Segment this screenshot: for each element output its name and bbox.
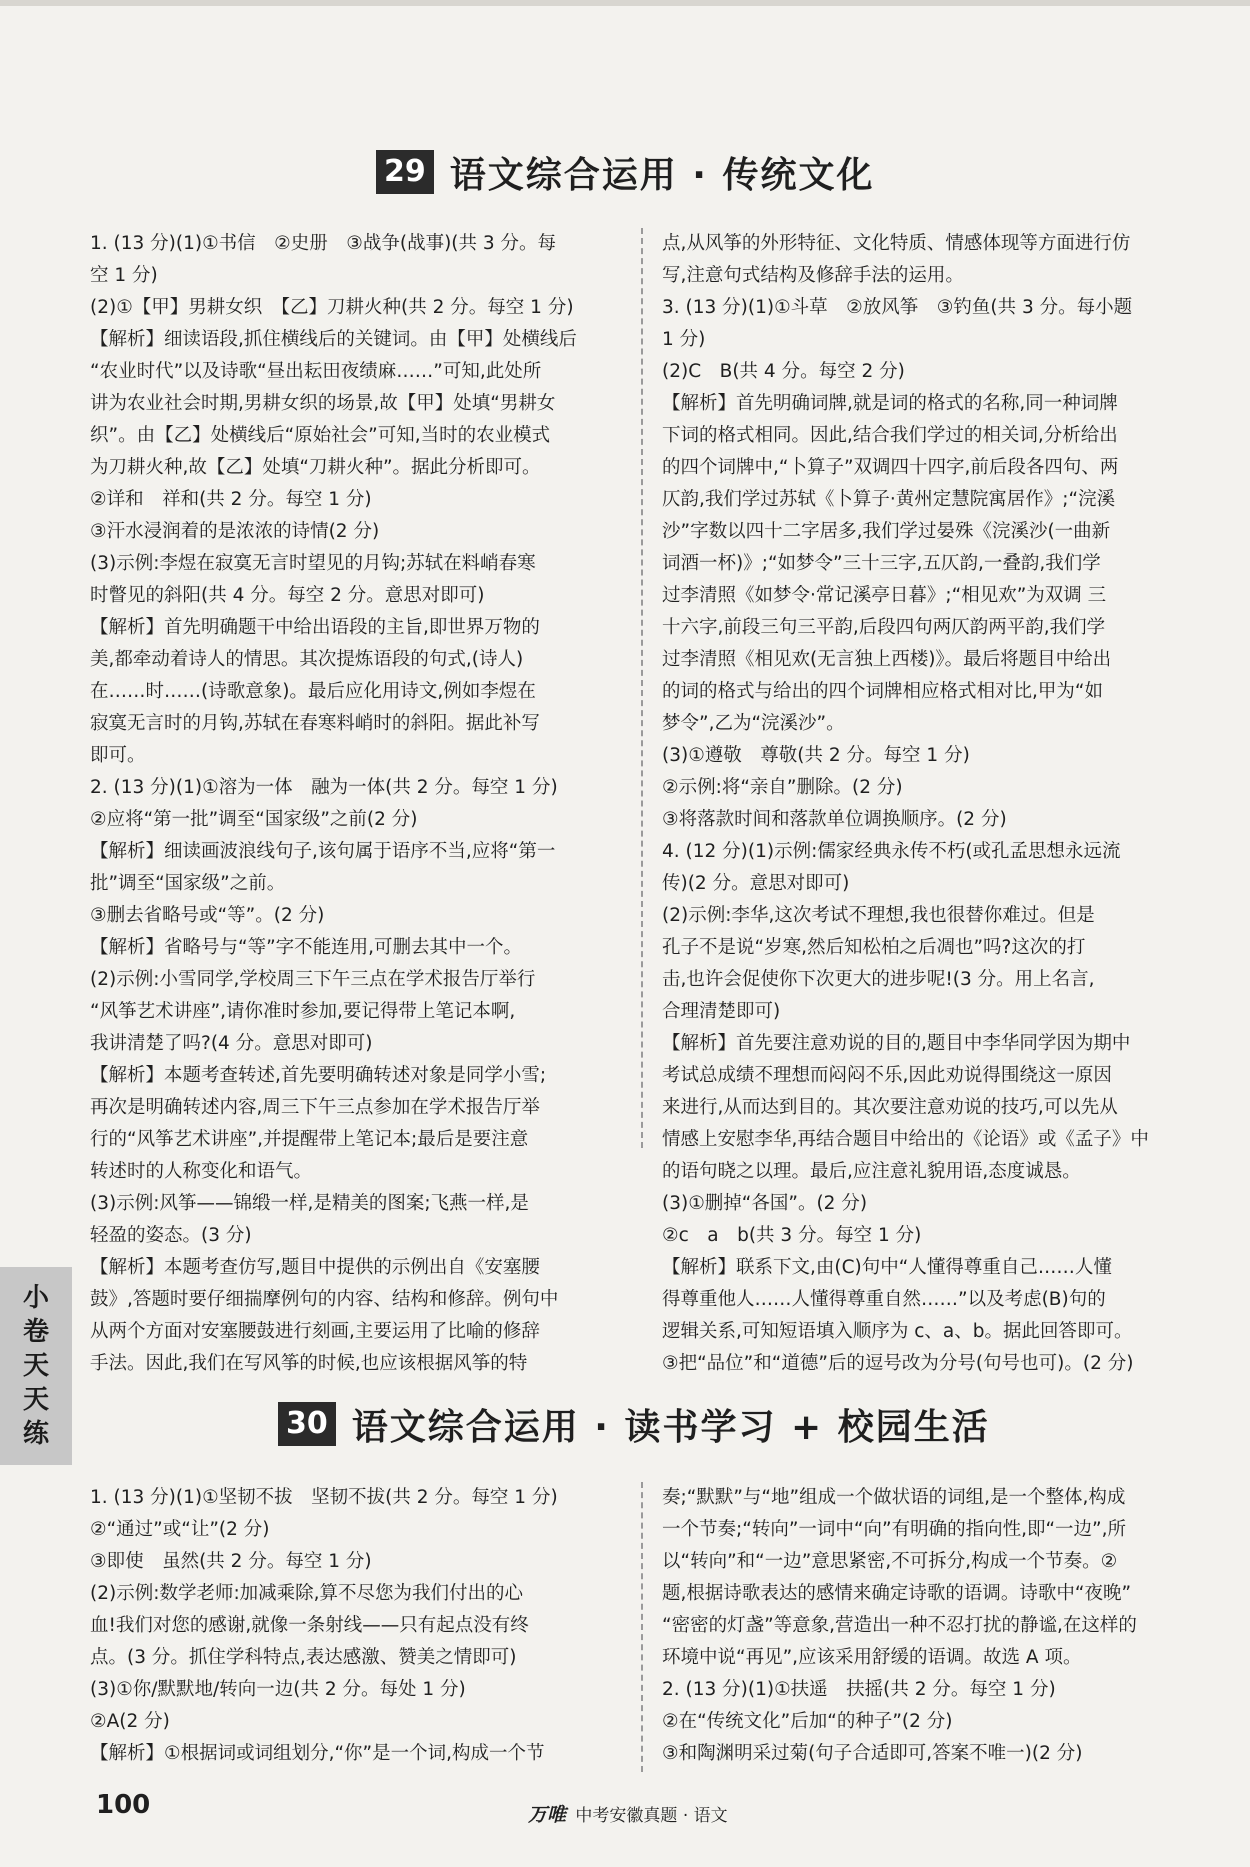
answer-line: 逻辑关系,可知短语填入顺序为 c、a、b。据此回答即可。 [662, 1321, 1133, 1342]
answer-line: ③即使 虽然(共 2 分。每空 1 分) [90, 1551, 372, 1572]
answer-line: 梦令”,乙为“浣溪沙”。 [662, 713, 845, 734]
answer-line: ②详和 祥和(共 2 分。每空 1 分) [90, 489, 372, 510]
section-30-right-column [662, 1482, 1190, 1770]
answer-line: (3)①遵敬 尊敬(共 2 分。每空 1 分) [662, 745, 970, 766]
answer-line: (2)示例:小雪同学,学校周三下午三点在学术报告厅举行 [90, 969, 536, 990]
answer-line: 寂寞无言时的月钩,苏轼在春寒料峭时的斜阳。据此补写 [90, 713, 540, 734]
answer-line: 沙”字数以四十二字居多,我们学过晏殊《浣溪沙(一曲新 [662, 521, 1111, 542]
answer-line: ③汗水浸润着的是浓浓的诗情(2 分) [90, 521, 380, 542]
answer-line: ②在“传统文化”后加“的种子”(2 分) [662, 1711, 953, 1732]
answer-line: 的四个词牌中,“卜算子”双调四十四字,前后段各四句、两 [662, 457, 1119, 478]
answer-line: 点,从风筝的外形特征、文化特质、情感体现等方面进行仿 [662, 233, 1131, 254]
answer-line: (3)示例:李煜在寂寞无言时望见的月钩;苏轼在料峭春寒 [90, 553, 536, 574]
answer-line: 【解析】本题考查转述,首先要明确转述对象是同学小雪; [90, 1065, 547, 1086]
answer-line: ②“通过”或“让”(2 分) [90, 1519, 270, 1540]
answer-line: 行的“风筝艺术讲座”,并提醒带上笔记本;最后是要注意 [90, 1129, 529, 1150]
answer-line: 讲为农业社会时期,男耕女织的场景,故【甲】处填“男耕女 [90, 393, 556, 414]
answer-line: 4. (12 分)(1)示例:儒家经典永传不朽(或孔孟思想永远流 [662, 841, 1121, 862]
book-title: 中考安徽真题 · 语文 [575, 1806, 728, 1826]
answer-line: 【解析】细读语段,抓住横线后的关键词。由【甲】处横线后 [90, 329, 577, 350]
answer-line: ③把“品位”和“道德”后的逗号改为分号(句号也可)。(2 分) [662, 1353, 1134, 1374]
answer-line: ②c a b(共 3 分。每空 1 分) [662, 1225, 922, 1246]
answer-line: 【解析】①根据词或词组划分,“你”是一个词,构成一个节 [90, 1743, 545, 1764]
column-divider [641, 228, 643, 1148]
footer-brand [528, 1800, 728, 1827]
section-30-header [278, 1394, 1038, 1454]
answer-line: 【解析】首先明确词牌,就是词的格式的名称,同一种词牌 [662, 393, 1118, 414]
answer-line: “农业时代”以及诗歌“昼出耘田夜绩麻……”可知,此处所 [90, 361, 542, 382]
section-29-header [376, 142, 996, 202]
answer-line: 合理清楚即可) [662, 1001, 781, 1022]
column-divider [641, 1482, 643, 1772]
answer-line: 为刀耕火种,故【乙】处填“刀耕火种”。据此分析即可。 [90, 457, 541, 478]
answer-line: 美,都牵动着诗人的情思。其次提炼语段的句式,(诗人) [90, 649, 524, 670]
answer-line: 1. (13 分)(1)①书信 ②史册 ③战争(战事)(共 3 分。每 [90, 233, 557, 254]
answer-line: ③将落款时间和落款单位调换顺序。(2 分) [662, 809, 1007, 830]
answer-line: 下词的格式相同。因此,结合我们学过的相关词,分析给出 [662, 425, 1118, 446]
section-30-left-column [90, 1482, 620, 1770]
answer-line: 以“转向”和“一边”意思紧密,不可拆分,构成一个节奏。② [662, 1551, 1118, 1572]
answer-line: 从两个方面对安塞腰鼓进行刻画,主要运用了比喻的修辞 [90, 1321, 540, 1342]
answer-line: (2)示例:数学老师:加减乘除,算不尽您为我们付出的心 [90, 1583, 524, 1604]
answer-line: “风筝艺术讲座”,请你准时参加,要记得带上笔记本啊, [90, 1001, 516, 1022]
answer-line: 时瞥见的斜阳(共 4 分。每空 2 分。意思对即可) [90, 585, 485, 606]
answer-line: 再次是明确转述内容,周三下午三点参加在学术报告厅举 [90, 1097, 540, 1118]
answer-line: (3)①删掉“各国”。(2 分) [662, 1193, 868, 1214]
answer-line: (2)示例:李华,这次考试不理想,我也很替你难过。但是 [662, 905, 1095, 926]
answer-line: 2. (13 分)(1)①溶为一体 融为一体(共 2 分。每空 1 分) [90, 777, 558, 798]
answer-line: 【解析】首先要注意劝说的目的,题目中李华同学因为期中 [662, 1033, 1131, 1054]
answer-line: 【解析】细读画波浪线句子,该句属于语序不当,应将“第一 [90, 841, 556, 862]
side-label-char: 天 [22, 1351, 49, 1381]
answer-line: 批”调至“国家级”之前。 [90, 873, 286, 894]
section-29-left-column [90, 228, 620, 1380]
answer-line: 过李清照《如梦令·常记溪亭日暮》;“相见欢”为双调 三 [662, 585, 1107, 606]
section-number: 30 [278, 1402, 336, 1446]
answer-line: 轻盈的姿态。(3 分) [90, 1225, 252, 1246]
answer-line: 1. (13 分)(1)①坚韧不拔 坚韧不拔(共 2 分。每空 1 分) [90, 1487, 558, 1508]
page-number: 100 [96, 1790, 151, 1820]
answer-line: “密密的灯盏”等意象,营造出一种不忍打扰的静谧,在这样的 [662, 1615, 1137, 1636]
answer-line: 2. (13 分)(1)①扶遥 扶摇(共 2 分。每空 1 分) [662, 1679, 1056, 1700]
answer-line: ②应将“第一批”调至“国家级”之前(2 分) [90, 809, 418, 830]
answer-line: 考试总成绩不理想而闷闷不乐,因此劝说得围绕这一原因 [662, 1065, 1112, 1086]
answer-line: 环境中说“再见”,应该采用舒缓的语调。故选 A 项。 [662, 1647, 1082, 1668]
answer-line: 【解析】首先明确题干中给出语段的主旨,即世界万物的 [90, 617, 540, 638]
answer-line: 得尊重他人……人懂得尊重自然……”以及考虑(B)句的 [662, 1289, 1106, 1310]
answer-line: ②A(2 分) [90, 1711, 170, 1732]
side-tab-label [0, 1267, 72, 1465]
answer-line: (3)示例:风筝——锦缎一样,是精美的图案;飞燕一样,是 [90, 1193, 529, 1214]
answer-line: 3. (13 分)(1)①斗草 ②放风筝 ③钓鱼(共 3 分。每小题 [662, 297, 1133, 318]
answer-line: 击,也许会促使你下次更大的进步呢!(3 分。用上名言, [662, 969, 1095, 990]
answer-line: 一个节奏;“转向”一词中“向”有明确的指向性,即“一边”,所 [662, 1519, 1127, 1540]
answer-line: 点。(3 分。抓住学科特点,表达感激、赞美之情即可) [90, 1647, 517, 1668]
side-label-char: 天 [22, 1385, 49, 1415]
answer-line: 即可。 [90, 745, 146, 766]
section-29-right-column [662, 228, 1190, 1380]
answer-line: 【解析】省略号与“等”字不能连用,可删去其中一个。 [90, 937, 523, 958]
answer-line: 词酒一杯)》;“如梦令”三十三字,五仄韵,一叠韵,我们学 [662, 553, 1101, 574]
answer-line: 奏;“默默”与“地”组成一个做状语的词组,是一个整体,构成 [662, 1487, 1126, 1508]
answer-line: 仄韵,我们学过苏轼《卜算子·黄州定慧院寓居作》;“浣溪 [662, 489, 1116, 510]
answer-line: 【解析】本题考查仿写,题目中提供的示例出自《安塞腰 [90, 1257, 540, 1278]
section-title: 语文综合运用 · 传统文化 [449, 154, 875, 196]
answer-line: 过李清照《相见欢(无言独上西楼)》。最后将题目中给出 [662, 649, 1112, 670]
answer-line: ③和陶渊明采过菊(句子合适即可,答案不唯一)(2 分) [662, 1743, 1083, 1764]
answer-line: 转述时的人称变化和语气。 [90, 1161, 313, 1182]
answer-line: 题,根据诗歌表达的感情来确定诗歌的语调。诗歌中“夜晚” [662, 1583, 1132, 1604]
side-label-char: 小 [22, 1283, 49, 1313]
answer-line: 写,注意句式结构及修辞手法的运用。 [662, 265, 964, 286]
answer-line: 的语句晓之以理。最后,应注意礼貌用语,态度诚恳。 [662, 1161, 1081, 1182]
answer-line: 传)(2 分。意思对即可) [662, 873, 850, 894]
answer-line: 【解析】联系下文,由(C)句中“人懂得尊重自己……人懂 [662, 1257, 1112, 1278]
section-number: 29 [376, 150, 434, 194]
answer-line: 十六字,前段三句三平韵,后段四句两仄韵两平韵,我们学 [662, 617, 1106, 638]
answer-line: 鼓》,答题时要仔细揣摩例句的内容、结构和修辞。例句中 [90, 1289, 559, 1310]
answer-line: 血!我们对您的感谢,就像一条射线——只有起点没有终 [90, 1615, 529, 1636]
answer-line: 织”。由【乙】处横线后“原始社会”可知,当时的农业模式 [90, 425, 551, 446]
answer-line: 孔子不是说“岁寒,然后知松柏之后凋也”吗?这次的打 [662, 937, 1086, 958]
brand-logo-text: 万唯 [528, 1804, 567, 1826]
answer-line: 的词的格式与给出的四个词牌相应格式相对比,甲为“如 [662, 681, 1103, 702]
answer-line: (2)C B(共 4 分。每空 2 分) [662, 361, 905, 382]
answer-line: ③删去省略号或“等”。(2 分) [90, 905, 325, 926]
answer-line: 1 分) [662, 329, 706, 350]
answer-line: 情感上安慰李华,再结合题目中给出的《论语》或《孟子》中 [662, 1129, 1149, 1150]
answer-line: 空 1 分) [90, 265, 158, 286]
side-label-char: 练 [22, 1419, 49, 1449]
top-edge [0, 0, 1250, 6]
answer-line: ②示例:将“亲自”删除。(2 分) [662, 777, 903, 798]
answer-line: 手法。因此,我们在写风筝的时候,也应该根据风筝的特 [90, 1353, 528, 1374]
answer-line: 我讲清楚了吗?(4 分。意思对即可) [90, 1033, 373, 1054]
section-title: 语文综合运用 · 读书学习 + 校园生活 [351, 1406, 990, 1448]
answer-line: (3)①你/默默地/转向一边(共 2 分。每处 1 分) [90, 1679, 466, 1700]
answer-line: (2)①【甲】男耕女织 【乙】刀耕火种(共 2 分。每空 1 分) [90, 297, 574, 318]
side-label-char: 卷 [22, 1317, 49, 1347]
answer-line: 在……时……(诗歌意象)。最后应化用诗文,例如李煜在 [90, 681, 536, 702]
answer-line: 来进行,从而达到目的。其次要注意劝说的技巧,可以先从 [662, 1097, 1118, 1118]
